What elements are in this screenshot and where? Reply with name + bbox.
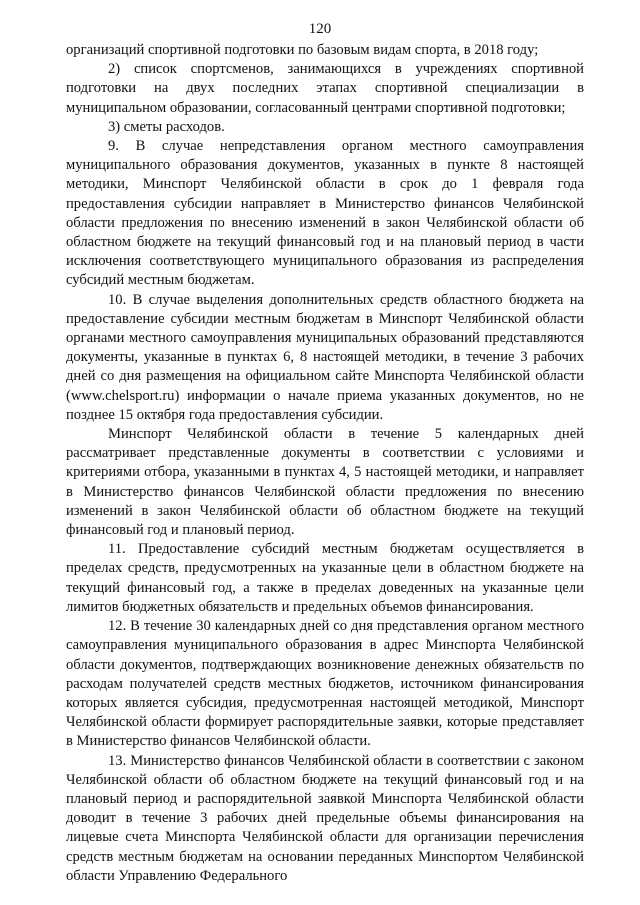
document-body [66, 41, 584, 886]
page-number: 120 [308, 21, 332, 37]
paragraph-continuation: организаций спортивной подготовки по базовым видам спорта, в 2018 году; [66, 42, 539, 58]
paragraph-clause-9: 9. В случае непредставления органом местного самоуправления муниципального образования документов, указанных в пункте 8 настоящей методики, Минспорт Челябинской области в срок до 1 февраля года предоставления субсидии направляет в Министерство финансов Челябинской области предложения по внесению изменений в закон Челябинской области об областном бюджете на текущий финансовый год и на плановый период в части исключения соответствующего муниципального образования из распределения субсидий местным бюджетам. [66, 138, 584, 289]
paragraph-list-item-2: 2) список спортсменов, занимающихся в учреждениях спортивной подготовки на двух последних этапах спортивной специализации в муниципальном образовании, согласованный центрами спортивной подготовки; [66, 61, 584, 116]
paragraph-clause-13: 13. Министерство финансов Челябинской области в соответствии с законом Челябинской области об областном бюджете на текущий финансовый год и на плановый период и распорядительной заявкой Минспорта Челябинской области доводит в течение 3 рабочих дней предельные объемы финансирования на лицевые счета Минспорта Челябинской области для организации перечисления средств местным бюджетам на основании переданных Минспортом Челябинской области Управлению Федерального [66, 752, 584, 884]
paragraph-clause-11: 11. Предоставление субсидий местным бюджетам осуществляется в пределах средств, предусмотренных на указанные цели в областном бюджете на текущий финансовый год, а также в пределах доведенных на указанные цели лимитов бюджетных обязательств и предельных объемов финансирования. [66, 541, 584, 615]
paragraph-list-item-3: 3) сметы расходов. [108, 118, 225, 135]
paragraph-clause-10-review: Минспорт Челябинской области в течение 5 календарных дней рассматривает представленные документы в соответствии с условиями и критериями отбора, указанными в пунктах 4, 5 настоящей методики, и направляет в Министерство финансов Челябинской области предложения по внесению изменений в закон Челябинской области об областном бюджете на текущий финансовый год и плановый период. [66, 426, 584, 539]
paragraph-clause-10: 10. В случае выделения дополнительных средств областного бюджета на предоставление субсидии местным бюджетам в Минспорт Челябинской области органами местного самоуправления муниципальных образований представляются документы, указанные в пунктах 6, 8 настоящей методики, в течение 3 рабочих дней со дня размещения на официальном сайте Минспорта Челябинской области (www.chelsport.ru) информации о начале приема указанных документов, но не позднее 15 октября года предоставления субсидии. [66, 291, 584, 423]
paragraph-clause-12: 12. В течение 30 календарных дней со дня представления органом местного самоуправления муниципального образования в адрес Минспорта Челябинской области документов, подтверждающих возникновение денежных обязательств по расходам получателей средств местных бюджетов, источником финансирования которых является субсидия, предусмотренная настоящей методикой, Минспорт Челябинской области формирует распорядительные заявки, которые представляет в Министерство финансов Челябинской области. [66, 618, 584, 750]
